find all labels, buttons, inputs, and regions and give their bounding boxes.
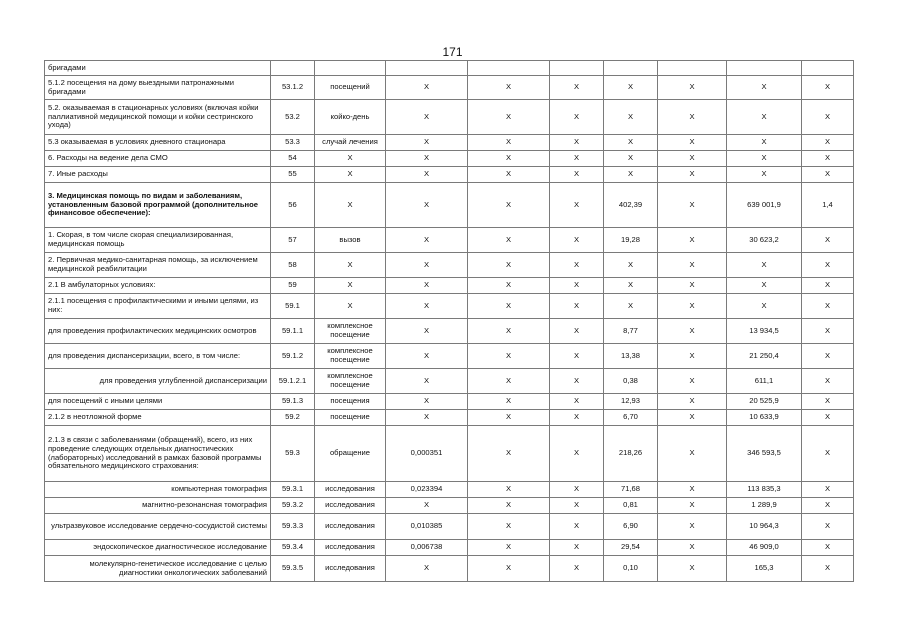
row-value-cell: X bbox=[468, 151, 550, 167]
row-value-cell: X bbox=[386, 135, 468, 151]
row-name-cell: 2.1.2 в неотложной форме bbox=[45, 410, 271, 426]
row-value-cell: X bbox=[550, 228, 604, 253]
row-value-cell: X bbox=[658, 183, 727, 228]
row-value-cell: X bbox=[802, 228, 854, 253]
row-value-cell: X bbox=[468, 556, 550, 582]
row-value-cell: 0,000351 bbox=[386, 426, 468, 482]
row-value-cell: 6,70 bbox=[604, 410, 658, 426]
row-value-cell: 10 964,3 bbox=[727, 514, 802, 540]
row-value-cell: X bbox=[550, 76, 604, 100]
row-unit-cell: исследования bbox=[315, 514, 386, 540]
row-value-cell: X bbox=[468, 498, 550, 514]
row-value-cell: 71,68 bbox=[604, 482, 658, 498]
row-value-cell: X bbox=[386, 253, 468, 278]
row-name-cell: 2.1.1 посещения с профилактическими и иными целями, из них: bbox=[45, 294, 271, 319]
row-value-cell: X bbox=[658, 278, 727, 294]
table-row bbox=[45, 151, 854, 167]
row-value-cell: X bbox=[658, 76, 727, 100]
row-unit-cell: посещения bbox=[315, 394, 386, 410]
row-value-cell: X bbox=[604, 278, 658, 294]
row-value-cell: X bbox=[658, 514, 727, 540]
row-value-cell: 346 593,5 bbox=[727, 426, 802, 482]
row-value-cell: X bbox=[386, 183, 468, 228]
row-value-cell: X bbox=[802, 278, 854, 294]
row-value-cell: X bbox=[550, 556, 604, 582]
table-row bbox=[45, 369, 854, 394]
row-value-cell: X bbox=[386, 228, 468, 253]
row-value-cell: 30 623,2 bbox=[727, 228, 802, 253]
row-value-cell: X bbox=[604, 151, 658, 167]
row-value-cell: X bbox=[468, 253, 550, 278]
row-value-cell: 6,90 bbox=[604, 514, 658, 540]
row-value-cell: X bbox=[386, 294, 468, 319]
row-value-cell: X bbox=[550, 151, 604, 167]
row-code-cell: 59.3.4 bbox=[271, 540, 315, 556]
row-value-cell: X bbox=[550, 426, 604, 482]
row-value-cell: X bbox=[802, 556, 854, 582]
row-code-cell: 53.2 bbox=[271, 100, 315, 135]
row-unit-cell: X bbox=[315, 278, 386, 294]
row-value-cell: X bbox=[468, 344, 550, 369]
row-value-cell: X bbox=[802, 540, 854, 556]
row-value-cell: X bbox=[468, 410, 550, 426]
table-row bbox=[45, 76, 854, 100]
row-value-cell: X bbox=[727, 100, 802, 135]
row-code-cell: 59.3.1 bbox=[271, 482, 315, 498]
row-name-cell: молекулярно-генетическое исследование с целью диагностики онкологических заболеваний bbox=[45, 556, 271, 582]
row-value-cell bbox=[727, 61, 802, 76]
row-code-cell: 53.3 bbox=[271, 135, 315, 151]
table-row bbox=[45, 167, 854, 183]
row-value-cell: X bbox=[802, 498, 854, 514]
row-value-cell: X bbox=[802, 319, 854, 344]
row-value-cell: X bbox=[550, 135, 604, 151]
row-value-cell: 165,3 bbox=[727, 556, 802, 582]
row-value-cell: X bbox=[802, 253, 854, 278]
row-value-cell: X bbox=[802, 514, 854, 540]
row-value-cell: X bbox=[802, 394, 854, 410]
row-value-cell: X bbox=[802, 135, 854, 151]
tariff-table bbox=[44, 60, 854, 582]
row-value-cell: 13 934,5 bbox=[727, 319, 802, 344]
row-value-cell: X bbox=[658, 482, 727, 498]
row-value-cell: 113 835,3 bbox=[727, 482, 802, 498]
row-value-cell: X bbox=[550, 540, 604, 556]
table-row bbox=[45, 426, 854, 482]
row-value-cell: X bbox=[727, 253, 802, 278]
row-name-cell: магнитно-резонансная томография bbox=[45, 498, 271, 514]
row-value-cell: X bbox=[658, 540, 727, 556]
row-unit-cell: посещение bbox=[315, 410, 386, 426]
row-value-cell: 19,28 bbox=[604, 228, 658, 253]
row-value-cell: X bbox=[550, 410, 604, 426]
row-value-cell: X bbox=[727, 294, 802, 319]
row-value-cell bbox=[386, 61, 468, 76]
row-code-cell: 59.1 bbox=[271, 294, 315, 319]
row-value-cell: X bbox=[658, 167, 727, 183]
row-value-cell: X bbox=[550, 294, 604, 319]
row-value-cell: X bbox=[550, 319, 604, 344]
row-unit-cell bbox=[315, 61, 386, 76]
row-value-cell: X bbox=[550, 278, 604, 294]
row-value-cell: X bbox=[468, 294, 550, 319]
row-value-cell: X bbox=[550, 514, 604, 540]
row-value-cell: X bbox=[386, 278, 468, 294]
row-value-cell: X bbox=[658, 135, 727, 151]
row-name-cell: 2.1.3 в связи с заболеваниями (обращений), всего, из них проведение следующих отдельных диагностических (лабораторных) исследований в рамках базовой программы обязательного медицинского страхования: bbox=[45, 426, 271, 482]
row-value-cell: X bbox=[604, 253, 658, 278]
row-value-cell: 0,006738 bbox=[386, 540, 468, 556]
row-value-cell: X bbox=[658, 228, 727, 253]
row-value-cell: X bbox=[386, 319, 468, 344]
row-value-cell: X bbox=[468, 540, 550, 556]
row-value-cell: X bbox=[658, 394, 727, 410]
row-value-cell: X bbox=[727, 151, 802, 167]
row-value-cell: X bbox=[468, 100, 550, 135]
row-value-cell: 29,54 bbox=[604, 540, 658, 556]
row-value-cell: X bbox=[386, 410, 468, 426]
table-row bbox=[45, 410, 854, 426]
row-name-cell: 2.1 В амбулаторных условиях: bbox=[45, 278, 271, 294]
row-value-cell: X bbox=[802, 344, 854, 369]
row-unit-cell: койко-день bbox=[315, 100, 386, 135]
row-value-cell: X bbox=[386, 167, 468, 183]
table-row bbox=[45, 294, 854, 319]
row-value-cell bbox=[468, 61, 550, 76]
row-value-cell: X bbox=[386, 151, 468, 167]
row-value-cell: X bbox=[727, 167, 802, 183]
row-value-cell: X bbox=[658, 426, 727, 482]
row-value-cell: X bbox=[658, 556, 727, 582]
row-value-cell: X bbox=[658, 294, 727, 319]
row-value-cell: X bbox=[802, 426, 854, 482]
row-code-cell: 55 bbox=[271, 167, 315, 183]
row-name-cell: эндоскопическое диагностическое исследование bbox=[45, 540, 271, 556]
row-unit-cell: обращение bbox=[315, 426, 386, 482]
row-value-cell: 0,010385 bbox=[386, 514, 468, 540]
row-value-cell: X bbox=[658, 100, 727, 135]
row-value-cell: X bbox=[550, 369, 604, 394]
table-row bbox=[45, 482, 854, 498]
row-code-cell: 59.3.2 bbox=[271, 498, 315, 514]
row-code-cell bbox=[271, 61, 315, 76]
row-value-cell: 0,10 bbox=[604, 556, 658, 582]
row-name-cell: 3. Медицинская помощь по видам и заболеваниям, установленным базовой программой (дополнительное финансовое обеспечение): bbox=[45, 183, 271, 228]
row-value-cell: X bbox=[468, 228, 550, 253]
table-row bbox=[45, 183, 854, 228]
row-value-cell: X bbox=[802, 76, 854, 100]
row-value-cell: X bbox=[468, 369, 550, 394]
row-code-cell: 59 bbox=[271, 278, 315, 294]
row-name-cell: бригадами bbox=[45, 61, 271, 76]
table-row bbox=[45, 278, 854, 294]
row-value-cell: 0,023394 bbox=[386, 482, 468, 498]
row-name-cell: 5.1.2 посещения на дому выездными патронажными бригадами bbox=[45, 76, 271, 100]
row-value-cell: X bbox=[550, 167, 604, 183]
page-number: 171 bbox=[442, 45, 463, 59]
row-code-cell: 59.3.3 bbox=[271, 514, 315, 540]
row-value-cell: 13,38 bbox=[604, 344, 658, 369]
row-value-cell: X bbox=[468, 514, 550, 540]
row-value-cell: X bbox=[550, 183, 604, 228]
row-unit-cell: случай лечения bbox=[315, 135, 386, 151]
table-row bbox=[45, 61, 854, 76]
table-body bbox=[45, 61, 854, 582]
row-value-cell: X bbox=[658, 369, 727, 394]
row-value-cell bbox=[550, 61, 604, 76]
row-unit-cell: X bbox=[315, 183, 386, 228]
row-code-cell: 56 bbox=[271, 183, 315, 228]
row-value-cell: X bbox=[468, 482, 550, 498]
row-value-cell: X bbox=[468, 426, 550, 482]
row-code-cell: 59.3.5 bbox=[271, 556, 315, 582]
row-unit-cell: комплексное посещение bbox=[315, 319, 386, 344]
row-value-cell: X bbox=[802, 369, 854, 394]
row-unit-cell: комплексное посещение bbox=[315, 369, 386, 394]
row-value-cell: 402,39 bbox=[604, 183, 658, 228]
row-code-cell: 58 bbox=[271, 253, 315, 278]
table-row bbox=[45, 394, 854, 410]
row-value-cell: X bbox=[468, 319, 550, 344]
row-value-cell: X bbox=[658, 344, 727, 369]
row-name-cell: 2. Первичная медико-санитарная помощь, за исключением медицинской реабилитации bbox=[45, 253, 271, 278]
row-value-cell: X bbox=[550, 100, 604, 135]
row-unit-cell: исследования bbox=[315, 556, 386, 582]
row-unit-cell: исследования bbox=[315, 498, 386, 514]
row-value-cell bbox=[604, 61, 658, 76]
row-name-cell: 1. Скорая, в том числе скорая специализированная, медицинская помощь bbox=[45, 228, 271, 253]
row-unit-cell: X bbox=[315, 253, 386, 278]
row-code-cell: 59.1.2.1 bbox=[271, 369, 315, 394]
row-value-cell: 8,77 bbox=[604, 319, 658, 344]
row-name-cell: компьютерная томография bbox=[45, 482, 271, 498]
row-value-cell bbox=[802, 61, 854, 76]
row-value-cell: X bbox=[468, 167, 550, 183]
table-row bbox=[45, 514, 854, 540]
row-value-cell: X bbox=[550, 253, 604, 278]
row-code-cell: 57 bbox=[271, 228, 315, 253]
row-value-cell: X bbox=[604, 76, 658, 100]
row-name-cell: ультразвуковое исследование сердечно-сосудистой системы bbox=[45, 514, 271, 540]
row-value-cell: X bbox=[386, 369, 468, 394]
row-name-cell: для посещений с иными целями bbox=[45, 394, 271, 410]
row-value-cell: 21 250,4 bbox=[727, 344, 802, 369]
row-value-cell: X bbox=[604, 100, 658, 135]
row-unit-cell: вызов bbox=[315, 228, 386, 253]
row-value-cell: X bbox=[604, 167, 658, 183]
row-value-cell: X bbox=[468, 394, 550, 410]
row-name-cell: 7. Иные расходы bbox=[45, 167, 271, 183]
row-value-cell: 0,38 bbox=[604, 369, 658, 394]
row-value-cell: X bbox=[550, 344, 604, 369]
row-value-cell: X bbox=[604, 135, 658, 151]
row-unit-cell: исследования bbox=[315, 482, 386, 498]
row-value-cell: 1,4 bbox=[802, 183, 854, 228]
row-unit-cell: исследования bbox=[315, 540, 386, 556]
row-value-cell: X bbox=[802, 410, 854, 426]
row-value-cell: X bbox=[604, 294, 658, 319]
table-row bbox=[45, 498, 854, 514]
row-unit-cell: посещений bbox=[315, 76, 386, 100]
row-value-cell: X bbox=[468, 278, 550, 294]
row-value-cell: 218,26 bbox=[604, 426, 658, 482]
row-value-cell: X bbox=[550, 498, 604, 514]
row-name-cell: для проведения профилактических медицинских осмотров bbox=[45, 319, 271, 344]
row-value-cell: 46 909,0 bbox=[727, 540, 802, 556]
row-value-cell: 1 289,9 bbox=[727, 498, 802, 514]
row-value-cell: X bbox=[802, 294, 854, 319]
table-row bbox=[45, 319, 854, 344]
row-value-cell: X bbox=[802, 482, 854, 498]
row-name-cell: 5.2. оказываемая в стационарных условиях (включая койки паллиативной медицинской помощи и койки сестринского ухода) bbox=[45, 100, 271, 135]
row-code-cell: 59.3 bbox=[271, 426, 315, 482]
row-value-cell: 639 001,9 bbox=[727, 183, 802, 228]
row-value-cell: X bbox=[658, 498, 727, 514]
row-value-cell: X bbox=[386, 394, 468, 410]
row-value-cell: 0,81 bbox=[604, 498, 658, 514]
row-value-cell: X bbox=[802, 167, 854, 183]
table-row bbox=[45, 100, 854, 135]
row-value-cell: X bbox=[802, 100, 854, 135]
row-unit-cell: X bbox=[315, 151, 386, 167]
row-unit-cell: X bbox=[315, 167, 386, 183]
row-value-cell: 12,93 bbox=[604, 394, 658, 410]
row-value-cell: X bbox=[468, 135, 550, 151]
row-code-cell: 59.1.1 bbox=[271, 319, 315, 344]
row-value-cell: X bbox=[727, 76, 802, 100]
row-name-cell: 6. Расходы на ведение дела СМО bbox=[45, 151, 271, 167]
row-value-cell: X bbox=[802, 151, 854, 167]
table-row bbox=[45, 228, 854, 253]
row-value-cell: X bbox=[386, 100, 468, 135]
row-name-cell: для проведения диспансеризации, всего, в том числе: bbox=[45, 344, 271, 369]
row-unit-cell: X bbox=[315, 294, 386, 319]
row-value-cell: X bbox=[468, 183, 550, 228]
row-value-cell: X bbox=[386, 344, 468, 369]
row-unit-cell: комплексное посещение bbox=[315, 344, 386, 369]
row-code-cell: 59.2 bbox=[271, 410, 315, 426]
row-value-cell: X bbox=[386, 498, 468, 514]
row-name-cell: для проведения углубленной диспансеризации bbox=[45, 369, 271, 394]
row-value-cell: X bbox=[727, 278, 802, 294]
row-value-cell: X bbox=[658, 151, 727, 167]
row-value-cell: X bbox=[658, 319, 727, 344]
row-value-cell: X bbox=[550, 394, 604, 410]
row-value-cell bbox=[658, 61, 727, 76]
row-value-cell: X bbox=[468, 76, 550, 100]
row-value-cell: X bbox=[550, 482, 604, 498]
table-row bbox=[45, 253, 854, 278]
row-value-cell: 10 633,9 bbox=[727, 410, 802, 426]
row-value-cell: X bbox=[386, 556, 468, 582]
row-code-cell: 53.1.2 bbox=[271, 76, 315, 100]
row-value-cell: X bbox=[658, 410, 727, 426]
table-row bbox=[45, 344, 854, 369]
table-row bbox=[45, 540, 854, 556]
row-value-cell: X bbox=[658, 253, 727, 278]
row-code-cell: 59.1.3 bbox=[271, 394, 315, 410]
row-value-cell: X bbox=[386, 76, 468, 100]
table-row bbox=[45, 556, 854, 582]
row-name-cell: 5.3 оказываемая в условиях дневного стационара bbox=[45, 135, 271, 151]
row-value-cell: X bbox=[727, 135, 802, 151]
table-row bbox=[45, 135, 854, 151]
row-code-cell: 54 bbox=[271, 151, 315, 167]
row-value-cell: 20 525,9 bbox=[727, 394, 802, 410]
row-code-cell: 59.1.2 bbox=[271, 344, 315, 369]
row-value-cell: 611,1 bbox=[727, 369, 802, 394]
